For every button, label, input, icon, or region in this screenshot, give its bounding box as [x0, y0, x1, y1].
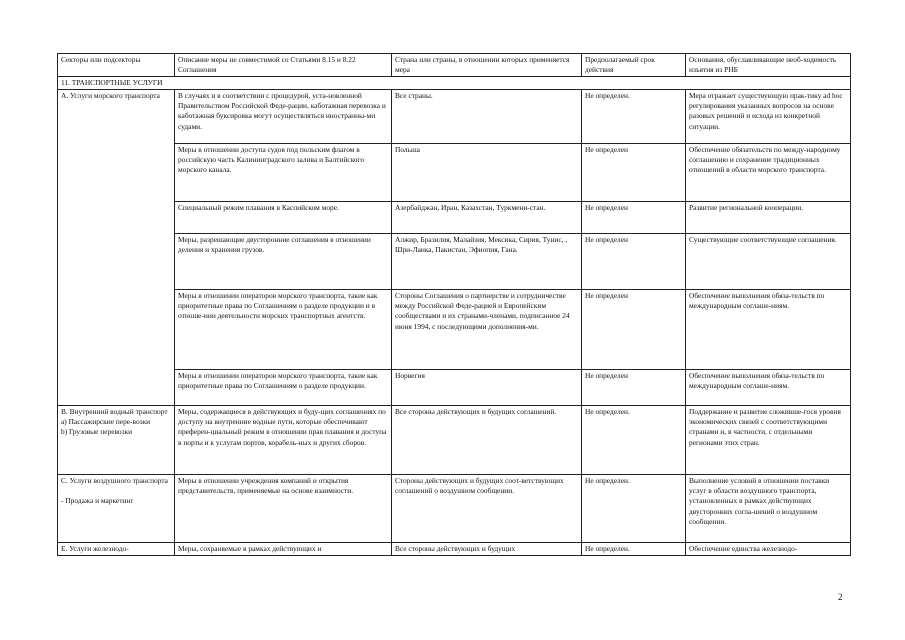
sector-e: Е. Услуги железнодо- — [58, 543, 175, 556]
measures-table — [57, 53, 851, 556]
measure-cell: Меры, содержащиеся в действующих и буду-щих соглашениях по доступу на внутренние водные пути, которые обеспечивают преферен-циальный режим в отношении прав плавания и доступа в порты и к услугам портов, корабель-ных и других сборов. — [175, 406, 392, 475]
reason-cell: Выполнение условий в отношении поставки услуг в области воздушного транспорта, установленных в рамках действующих двусторонних согла-шений о воздушном сообщении. — [686, 475, 851, 543]
countries-cell: Стороны действующих и будущих соот-ветствующих соглашений о воздушном сообщении. — [392, 475, 582, 543]
reason-cell: Обеспечение единства железнодо- — [686, 543, 851, 556]
reason-cell: Поддержание и развитие сложивше-гося уровня экономических связей с соответствующими странами и, в частности, с отдельными регионами этих стран. — [686, 406, 851, 475]
sector-c — [58, 475, 175, 543]
term-cell: Не определен — [582, 234, 686, 290]
header-row — [58, 54, 851, 77]
reason-cell: Существующие соответствующие соглашения. — [686, 234, 851, 290]
measure-cell: Меры в отношении операторов морского транспорта, такие как приоритетные права по Соглашениям о разделе продукции и в отноше-нии деятельности морских транспортных агентств. — [175, 290, 392, 370]
sector-a: А. Услуги морского транспорта — [58, 90, 175, 406]
table-row — [58, 406, 851, 475]
reason-cell: Обеспечение выполнения обяза-тельств по международным соглаше-ниям. — [686, 290, 851, 370]
term-cell: Не определен — [582, 370, 686, 406]
page-number: 2 — [838, 592, 843, 602]
measure-cell: Меры в отношении учреждения компаний и открытия представительств, применяемые на основе взаимности. — [175, 475, 392, 543]
countries-cell: Алжир, Бразилия, Малайзия, Мексика, Сирия, Тунис, , Шри-Ланка, Пакистан, Эфиопия, Гана. — [392, 234, 582, 290]
countries-cell: Азербайджан, Иран, Казахстан, Туркмени-стан. — [392, 202, 582, 234]
reason-cell: Развитие региональной кооперации. — [686, 202, 851, 234]
table-row — [58, 290, 851, 370]
measure-cell: Меры, сохраняемые в рамках действующих и — [175, 543, 392, 556]
reason-cell: Мера отражает существующую прак-тику ad hoc регулирования указанных вопросов на основе разовых решений и исхода из конкретной ситуации. — [686, 90, 851, 144]
sector-b-sub2: b) Грузовые перевозки — [61, 427, 133, 437]
table-row — [58, 475, 851, 543]
reason-cell: Обеспечение обязательств по между-народному соглашению и сохранение традиционных отношений в области морского транспорта. — [686, 144, 851, 202]
term-cell: Не определен — [582, 144, 686, 202]
term-cell: Не определен — [582, 290, 686, 370]
sector-b-sub1: а) Пассажирские пере-возки — [61, 417, 151, 427]
measure-cell: В случаях и в соответствии с процедурой, уста-новленной Правительством Российской Феде-рации, каботажная перевозка и каботажная буксировка могут осуществляться иностранны-ми судами. — [175, 90, 392, 144]
measure-cell: Меры в отношении доступа судов под польским флагом в российскую часть Калининградского залива и Балтийского морского канала. — [175, 144, 392, 202]
term-cell: Не определен. — [582, 90, 686, 144]
term-cell: Не определен — [582, 202, 686, 234]
term-cell: Не определен. — [582, 475, 686, 543]
countries-cell: Польша — [392, 144, 582, 202]
countries-cell: Норвегия — [392, 370, 582, 406]
header-sectors: Секторы или подсекторы — [58, 54, 175, 77]
header-reason: Основания, обуславливающие необ-ходимость изъятия из РНБ — [686, 54, 851, 77]
header-measure: Описание меры не совместимой со Статьями 8.15 и 8.22 Соглашения — [175, 54, 392, 77]
term-cell: Не определен. — [582, 543, 686, 556]
countries-cell: Все страны. — [392, 90, 582, 144]
table-row — [58, 543, 851, 556]
countries-cell: Все стороны действующих и будущих — [392, 543, 582, 556]
table-row — [58, 370, 851, 406]
countries-cell: Все стороны действующих и будущих соглашений. — [392, 406, 582, 475]
header-countries: Страна или страны, в отношении которых применяется мера — [392, 54, 582, 77]
term-cell: Не определен. — [582, 406, 686, 475]
measure-cell: Меры в отношении операторов морского транспорта, такие как приоритетные права по Соглашениям о разделе продукции. — [175, 370, 392, 406]
measure-cell: Меры, разрешающие двусторонние соглашения в отношении деления и хранения грузов. — [175, 234, 392, 290]
sector-c-sub1: - Продажа и маркетинг — [61, 496, 134, 506]
table-row — [58, 90, 851, 144]
section-row — [58, 77, 851, 90]
section-title: 11. ТРАНСПОРТНЫЕ УСЛУГИ — [58, 77, 851, 90]
sector-c-title: С. Услуги воздушного транспорта — [61, 476, 168, 486]
header-term: Предполагаемый срок действия — [582, 54, 686, 77]
countries-cell: Стороны Соглашения о партнерстве и сотрудничестве между Российской Феде-рацией и Европейским сообществами и их странами-членами, подписанное 24 июня 1994, с последующими дополнения-ми. — [392, 290, 582, 370]
table-row — [58, 202, 851, 234]
reason-cell: Обеспечение выполнения обяза-тельств по международным соглаше-ниям. — [686, 370, 851, 406]
table-row — [58, 234, 851, 290]
measure-cell: Специальный режим плавания в Каспийском море. — [175, 202, 392, 234]
sector-b-title: В. Внутренний водный транспорт — [61, 407, 168, 417]
sector-b — [58, 406, 175, 475]
table-row — [58, 144, 851, 202]
